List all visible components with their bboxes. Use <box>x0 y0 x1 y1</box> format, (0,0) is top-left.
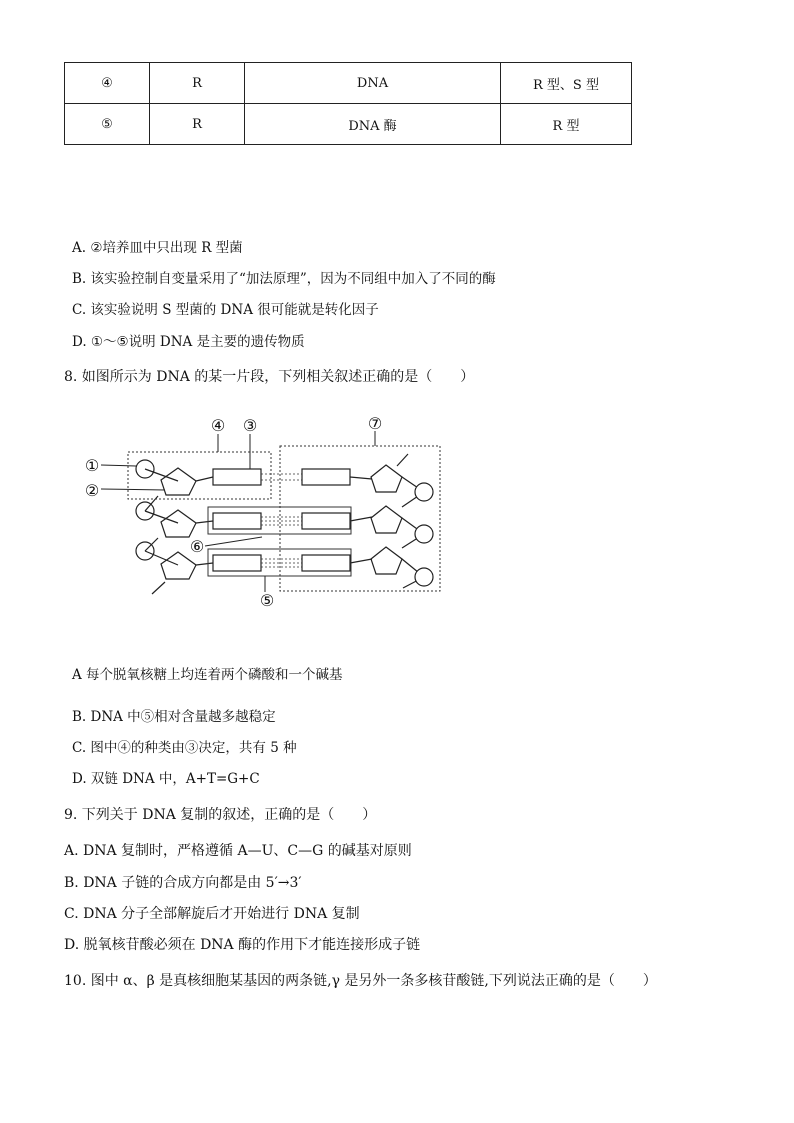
strand-box-7 <box>280 446 440 591</box>
q8-option-a: A 每个脱氧核糖上均连着两个磷酸和一个碱基 <box>72 667 343 683</box>
q9-option-a: A. DNA 复制时，严格遵循 A—U、C—G 的碱基对原则 <box>64 843 412 859</box>
q7-option-a: A. ②培养皿中只出现 R 型菌 <box>72 240 243 256</box>
q7-option-c: C. 该实验说明 S 型菌的 DNA 很可能就是转化因子 <box>72 302 379 318</box>
base-rect <box>213 513 261 529</box>
table-cell: DNA 酶 <box>245 104 501 145</box>
table-cell: R 型、S 型 <box>501 63 632 104</box>
table-cell: DNA <box>245 63 501 104</box>
deoxyribose-pentagon <box>161 552 196 579</box>
label-3: ③ <box>242 416 258 435</box>
q10-stem: 10. 图中 α、β 是真核细胞某基因的两条链,γ 是另外一条多核苷酸链,下列说法正确的是（ ） <box>64 973 657 989</box>
table-cell: R <box>150 104 245 145</box>
table-cell: R <box>150 63 245 104</box>
q8-option-c: C. 图中④的种类由③决定，共有 5 种 <box>72 740 297 756</box>
deoxyribose-pentagon <box>161 468 196 495</box>
q9-option-b: B. DNA 子链的合成方向都是由 5′→3′ <box>64 875 302 891</box>
q7-option-b: B. 该实验控制自变量采用了“加法原理”，因为不同组中加入了不同的酶 <box>72 271 496 287</box>
deoxyribose-pentagon <box>371 547 402 574</box>
q8-option-b: B. DNA 中⑤相对含量越多越稳定 <box>72 709 276 725</box>
base-rect <box>302 469 350 485</box>
table-cell: R 型 <box>501 104 632 145</box>
label-7: ⑦ <box>367 414 383 433</box>
table-cell: ④ <box>65 63 150 104</box>
label-6: ⑥ <box>189 537 205 556</box>
q9-stem: 9. 下列关于 DNA 复制的叙述，正确的是（ ） <box>64 807 377 823</box>
deoxyribose-pentagon <box>161 510 196 537</box>
label-2: ② <box>84 481 100 500</box>
phosphate-circle <box>415 483 433 501</box>
deoxyribose-pentagon <box>371 506 402 533</box>
base-rect <box>213 555 261 571</box>
base-rect <box>213 469 261 485</box>
q8-stem: 8. 如图所示为 DNA 的某一片段，下列相关叙述正确的是（ ） <box>64 369 475 385</box>
q7-option-d: D. ①～⑤说明 DNA 是主要的遗传物质 <box>72 334 305 350</box>
q8-option-d: D. 双链 DNA 中，A+T=G+C <box>72 771 260 787</box>
label-1: ① <box>84 456 100 475</box>
q9-option-d: D. 脱氧核苷酸必须在 DNA 酶的作用下才能连接形成子链 <box>64 937 421 953</box>
q9-option-c: C. DNA 分子全部解旋后才开始进行 DNA 复制 <box>64 906 360 922</box>
label-4: ④ <box>210 416 226 435</box>
deoxyribose-pentagon <box>371 465 402 492</box>
label-5: ⑤ <box>259 591 275 610</box>
table-cell: ⑤ <box>65 104 150 145</box>
base-rect <box>302 513 350 529</box>
phosphate-circle <box>415 568 433 586</box>
phosphate-circle <box>415 525 433 543</box>
base-rect <box>302 555 350 571</box>
